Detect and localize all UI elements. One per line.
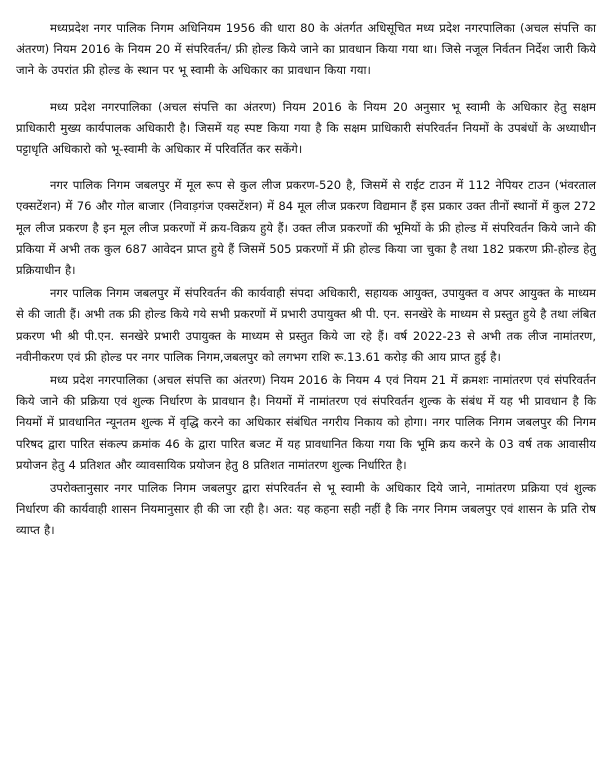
paragraph-2: मध्य प्रदेश नगरपालिका (अचल संपत्ति का अंतरण) नियम 2016 के नियम 20 अनुसार भू स्वामी के अधिकार हेतु सक्षम प्राधिकारी मुख्य कार्यपालक अधिकारी है। जिसमें यह स्पष्ट किया गया है कि सक्षम प्राधिकारी संपरिवर्तन नियमों के उपबंधों के अध्याधीन पट्टाधृति अधिकारो को भू-स्वामी के अधिकार में परिवर्तित कर सकेंगे।: [16, 99, 596, 157]
paragraph-1: मध्यप्रदेश नगर पालिक निगम अधिनियम 1956 की धारा 80 के अंतर्गत अधिसूचित मध्य प्रदेश नगरपालिका (अचल संपत्ति का अंतरण) नियम 2016 के नियम 20 में संपरिवर्तन/ फ्री होल्ड किये जाने का प्रावधान किया गया था। जिसे नजूल निर्वतन निर्देश जारी किये जाने के उपरांत फ्री होल्ड के स्थान पर भू स्वामी के अधिकार का प्रावधान किया गया।: [16, 21, 596, 78]
paragraph-6: उपरोक्तानुसार नगर पालिक निगम जबलपुर द्वारा संपरिवर्तन से भू स्वामी के अधिकार दिये जाने, नामांतरण प्रक्रिया एवं शुल्क निर्धारण की कार्यवाही शासन नियमानुसार ही की जा रही है। अत: यह कहना सही नहीं है कि नगर निगम जबलपुर एवं शासन के प्रति रोष व्याप्त है।: [16, 481, 596, 538]
paragraph-3: नगर पालिक निगम जबलपुर में मूल रूप से कुल लीज प्रकरण-520 है, जिसमें से राईट टाउन में 112 नेपियर टाउन (भंवरताल एक्सटेंशन) में 76 और गोल बाजार (निवाड़गंज एक्सटेंशन) में 84 मूल लीज प्रकरण विद्यमान हैं इस प्रकार उक्त तीनों स्थानों में कुल 272 मूल लीज प्रकरण है इन मूल लीज प्रकरणों में क्रय-विक्रय हुये हैं। उक्त लीज प्रकरणों की भूमियों के फ्री होल्ड में संपरिवर्तन किये जाने की प्रकिया में अभी तक कुल 687 आवेदन प्राप्त हुये हैं जिसमें 505 प्रकरणों में फ्री होल्ड किया जा चुका है तथा 182 प्रकरण फ्री-होल्ड हेतु प्रक्रियाधीन है।: [16, 178, 596, 278]
paragraph-5: मध्य प्रदेश नगरपालिका (अचल संपत्ति का अंतरण) नियम 2016 के नियम 4 एवं नियम 21 में क्रमशः नामांतरण एवं संपरिवर्तन किये जाने की प्रक्रिया एवं शुल्क निर्धारण के प्रावधान है। नियमों में नामांतरण एवं संपरिवर्तन शुल्क के संबंध में यह भी प्रावधान है कि नियमों में प्रावधानित न्यूनतम शुल्क में वृद्धि करने का अधिकार संबंधित नगरीय निकाय को होगा। नगर पालिक निगम जबलपुर की निगम परिषद द्वारा पारित संकल्प क्रमांक 46 के द्वारा पारित बजट में यह प्रावधानित किया गया कि भूमि क्रय करने के 03 वर्ष तक आवासीय प्रयोजन हेतु 4 प्रतिशत और व्यावसायिक प्रयोजन हेतु 8 प्रतिशत नामांतरण शुल्क निर्धारित है।: [16, 373, 596, 472]
paragraph-4: नगर पालिक निगम जबलपुर में संपरिवर्तन की कार्यवाही संपदा अधिकारी, सहायक आयुक्त, उपायुक्त व अपर आयुक्त के माध्यम से की जाती हैं। अभी तक फ्री होल्ड किये गये सभी प्रकरणों में प्रभारी उपायुक्त श्री पी. एन. सनखेरे के माध्यम से प्रस्तुत हुये है तथा लंबित प्रकरण भी श्री पी.एन. सनखेरे प्रभारी उपायुक्त के माध्यम से प्रस्तुत किये जा रहे हैं। वर्ष 2022-23 से अभी तक लीज नामांतरण, नवीनीकरण एवं फ्री होल्ड पर नगर पालिक निगम,जबलपुर को लगभग राशि रू.13.61 करोड़ की आय प्राप्त हुई है।: [16, 286, 596, 364]
